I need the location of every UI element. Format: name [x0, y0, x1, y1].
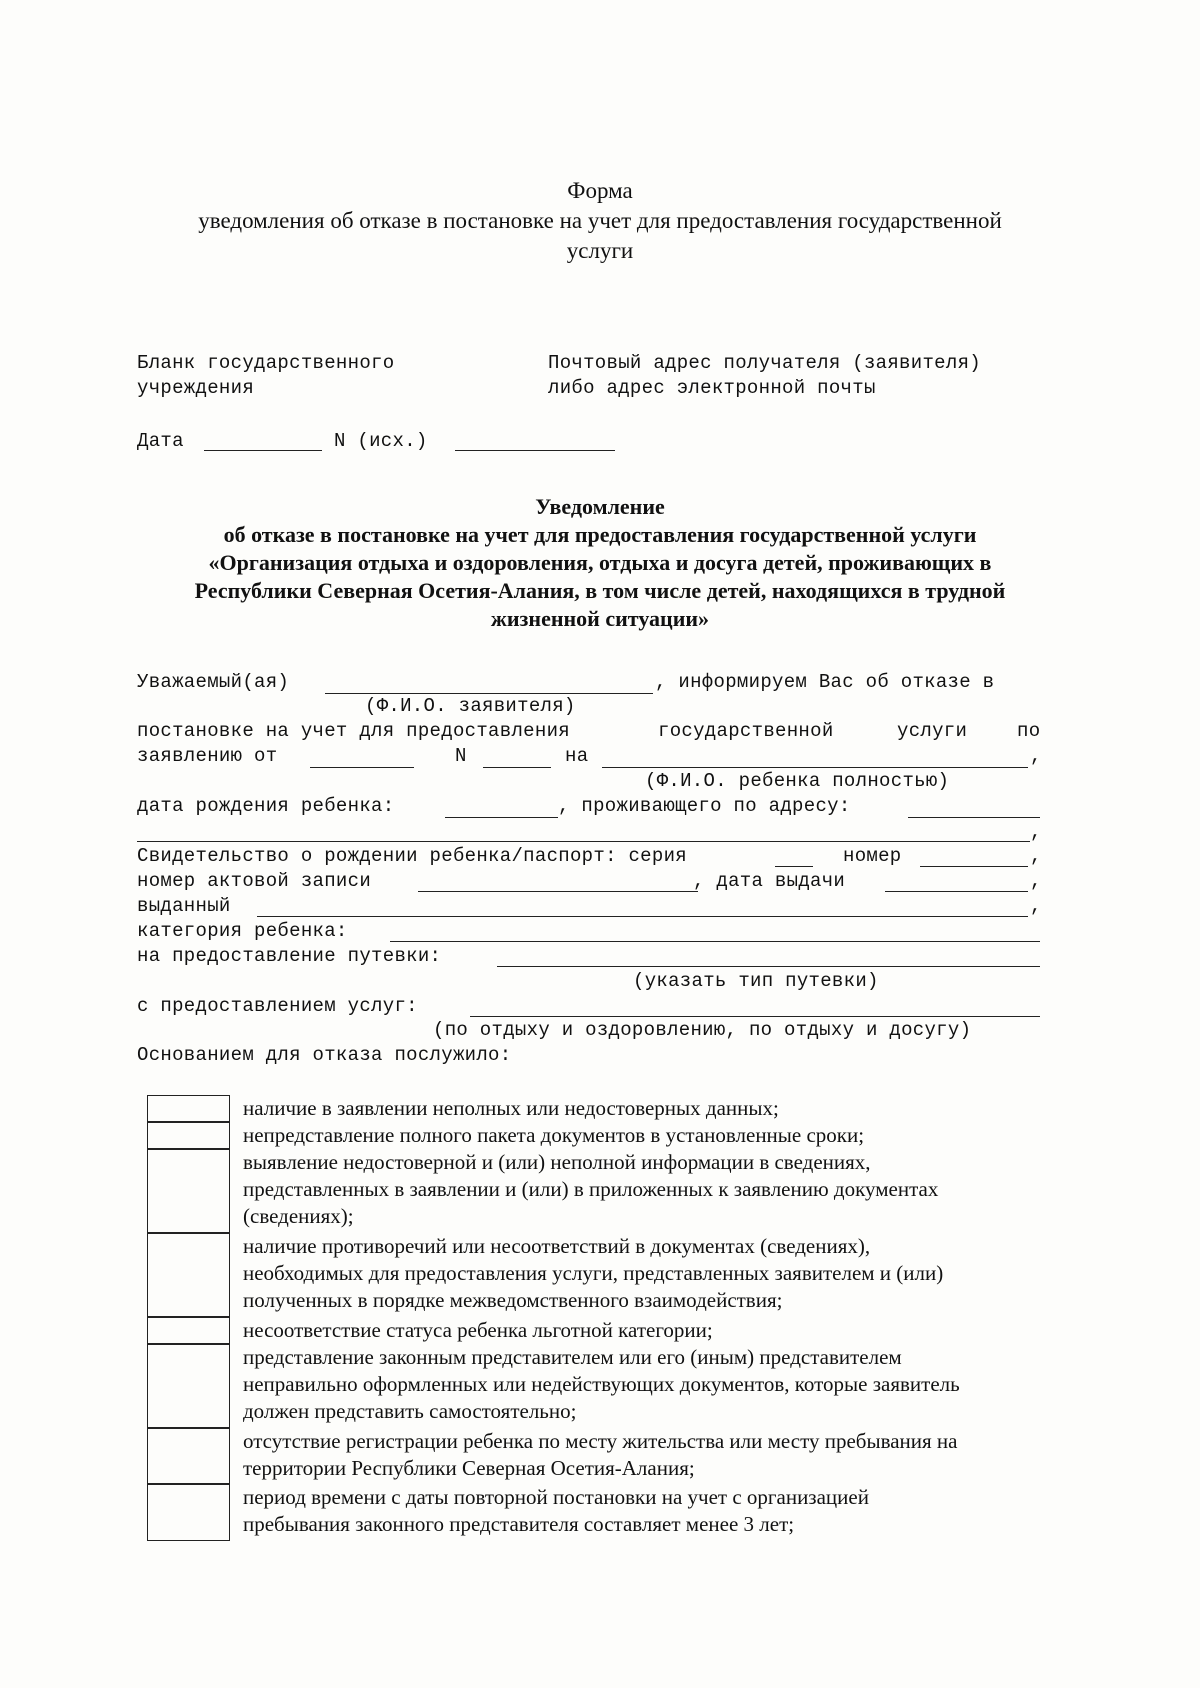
reason-8: период времени с даты повторной постановки на учет с организацией пребывания законного представителя составляет менее 3 лет;	[243, 1485, 869, 1536]
notice-line1: об отказе в постановке на учет для предоставления государственной услуги	[223, 522, 977, 547]
reason-5: несоответствие статуса ребенка льготной категории;	[243, 1318, 713, 1342]
dear-label: Уважаемый(ая)	[137, 671, 290, 693]
cert-label: Свидетельство о рождении ребенка/паспорт: серия	[137, 845, 687, 867]
inform-text: , информируем Вас об отказе в	[655, 671, 995, 693]
address-label-cont: либо адрес электронной почты	[548, 377, 876, 399]
comma-4: ,	[1030, 870, 1042, 892]
child-name-field[interactable]	[602, 767, 1028, 768]
n-label: N	[455, 745, 467, 767]
notice-line2: «Организация отдыха и оздоровления, отдыха и досуга детей, проживающих в	[208, 550, 992, 575]
blank-label: Бланк государственного	[137, 352, 395, 374]
applicant-name-field[interactable]	[325, 693, 653, 694]
cert-series-field[interactable]	[775, 866, 813, 867]
issued-by-label: выданный	[137, 895, 231, 917]
cert-number-label: номер	[843, 845, 902, 867]
comma-1: ,	[1030, 745, 1042, 767]
address-field[interactable]	[908, 817, 1040, 818]
application-number-field[interactable]	[483, 767, 551, 768]
date-field[interactable]	[204, 450, 322, 451]
reason-checkbox-7[interactable]	[147, 1427, 230, 1485]
address-label: Почтовый адрес получателя (заявителя)	[548, 352, 981, 374]
usl-text: услуги	[897, 720, 968, 742]
reason-3: выявление недостоверной и (или) неполной информации в сведениях, представленных в заявлении и (или) в приложенных к заявлению документах (сведениях);	[243, 1150, 939, 1228]
dob-field[interactable]	[445, 817, 558, 818]
application-date-field[interactable]	[310, 767, 414, 768]
notice-line3: Республики Северная Осетия-Алания, в том числе детей, находящихся в трудной	[194, 578, 1006, 603]
issued-by-field[interactable]	[257, 916, 1028, 917]
akt-label: номер актовой записи	[137, 870, 372, 892]
reason-checkbox-6[interactable]	[147, 1343, 230, 1429]
akt-field[interactable]	[418, 891, 698, 892]
comma-5: ,	[1030, 895, 1042, 917]
reason-6: представление законным представителем или его (иным) представителем неправильно оформленных или недействующих документов, которые заявитель должен представить самостоятельно;	[243, 1345, 960, 1423]
basis-label: Основанием для отказа послужило:	[137, 1044, 512, 1066]
form-subtitle: уведомления об отказе в постановке на учет для предоставления государственной	[198, 208, 1002, 233]
reason-2: непредставление полного пакета документов в установленные сроки;	[243, 1123, 865, 1147]
reason-1: наличие в заявлении неполных или недостоверных данных;	[243, 1096, 779, 1120]
zayav-label: заявлению от	[137, 745, 278, 767]
form-label: Форма	[567, 178, 633, 203]
reason-checkbox-4[interactable]	[147, 1232, 230, 1318]
po-text: по	[1017, 720, 1041, 742]
voucher-hint: (указать тип путевки)	[633, 970, 879, 992]
voucher-label: на предоставление путевки:	[137, 945, 442, 967]
services-label: с предоставлением услуг:	[137, 995, 418, 1017]
dob-label: дата рождения ребенка:	[137, 795, 395, 817]
fio-hint: (Ф.И.О. заявителя)	[365, 695, 576, 717]
notice-title: Уведомление	[535, 494, 665, 519]
postanovka-text: постановке на учет для предоставления	[137, 720, 570, 742]
blank-label-cont: учреждения	[137, 377, 255, 399]
services-field[interactable]	[470, 1016, 1040, 1017]
gos-text: государственной	[658, 720, 834, 742]
number-field[interactable]	[455, 450, 615, 451]
address-field-cont[interactable]	[137, 841, 1030, 842]
comma-3: ,	[1030, 845, 1042, 867]
reason-checkbox-8[interactable]	[147, 1483, 230, 1541]
date-label: Дата	[137, 430, 184, 452]
issue-date-field[interactable]	[885, 891, 1028, 892]
reason-checkbox-1[interactable]	[147, 1095, 230, 1123]
notice-line4: жизненной ситуации»	[490, 606, 710, 631]
child-hint: (Ф.И.О. ребенка полностью)	[645, 770, 950, 792]
reason-checkbox-5[interactable]	[147, 1316, 230, 1345]
reason-4: наличие противоречий или несоответствий в документах (сведениях), необходимых для предоставления услуги, представленных заявителем и (или) полученных в порядке межведомственного взаимодействия;	[243, 1234, 944, 1312]
comma-2: ,	[1030, 821, 1042, 843]
issue-date-label: , дата выдачи	[693, 870, 846, 892]
form-subtitle-cont: услуги	[566, 238, 634, 263]
services-hint: (по отдыху и оздоровлению, по отдыху и досугу)	[433, 1019, 972, 1041]
living-label: , проживающего по адресу:	[558, 795, 851, 817]
reason-checkbox-3[interactable]	[147, 1148, 230, 1234]
category-label: категория ребенка:	[137, 920, 348, 942]
category-field[interactable]	[390, 941, 1040, 942]
reason-7: отсутствие регистрации ребенка по месту жительства или месту пребывания на территории Республики Северная Осетия-Алания;	[243, 1429, 958, 1480]
voucher-field[interactable]	[497, 966, 1040, 967]
reason-checkbox-2[interactable]	[147, 1121, 230, 1150]
na-label: на	[565, 745, 589, 767]
cert-number-field[interactable]	[920, 866, 1028, 867]
number-label: N (исх.)	[334, 430, 428, 452]
